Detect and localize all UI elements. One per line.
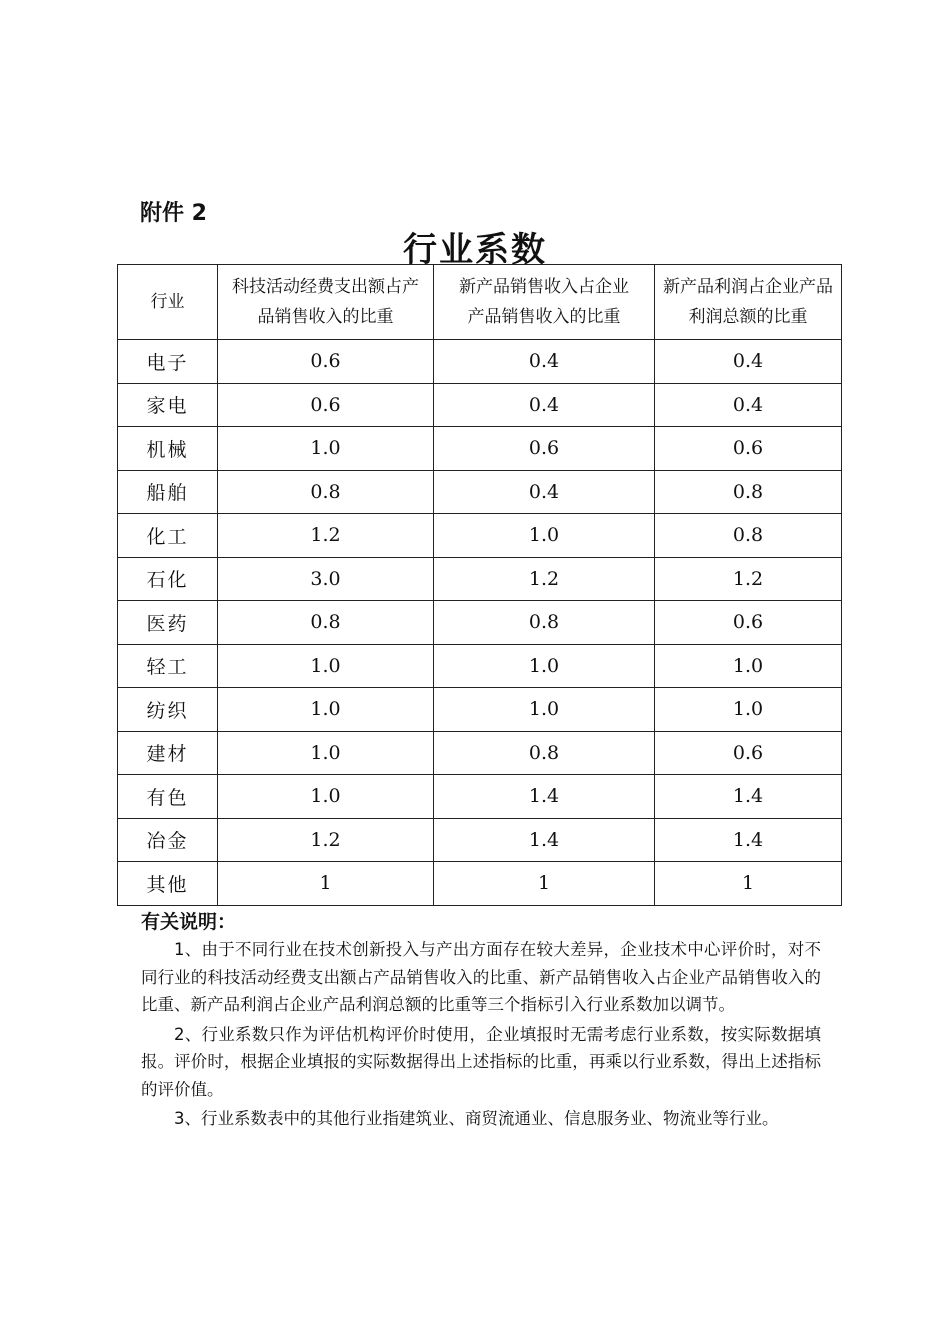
value-cell: 1.0 (434, 644, 655, 688)
industry-cell: 轻工 (118, 644, 218, 688)
table-row (118, 731, 842, 775)
value-cell: 1.0 (655, 688, 842, 732)
value-cell: 0.6 (434, 427, 655, 471)
table-row (118, 557, 842, 601)
value-cell: 0.4 (655, 383, 842, 427)
industry-coefficient-table (117, 264, 842, 906)
value-cell: 0.4 (434, 340, 655, 384)
table-row (118, 514, 842, 558)
value-cell: 1.4 (655, 818, 842, 862)
industry-cell: 家电 (118, 383, 218, 427)
table-row (118, 340, 842, 384)
note-paragraph: 2、行业系数只作为评估机构评价时使用，企业填报时无需考虑行业系数，按实际数据填报。评价时，根据企业填报的实际数据得出上述指标的比重，再乘以行业系数，得出上述指标的评价值。 (141, 1024, 821, 1099)
value-cell: 0.4 (434, 470, 655, 514)
value-cell: 0.4 (434, 383, 655, 427)
table-row (118, 601, 842, 645)
industry-cell: 其他 (118, 862, 218, 906)
header-new-product-profit-ratio: 新产品利润占企业产品利润总额的比重 (655, 265, 842, 340)
value-cell: 1.0 (218, 644, 434, 688)
value-cell: 0.6 (218, 340, 434, 384)
value-cell: 1.2 (218, 818, 434, 862)
header-new-product-sales-ratio: 新产品销售收入占企业产品销售收入的比重 (434, 265, 655, 340)
industry-cell: 有色 (118, 775, 218, 819)
notes-title: 有关说明： (141, 911, 237, 933)
table-row (118, 688, 842, 732)
value-cell: 1 (655, 862, 842, 906)
value-cell: 1.4 (655, 775, 842, 819)
value-cell: 0.8 (218, 470, 434, 514)
value-cell: 0.6 (655, 731, 842, 775)
table-row (118, 818, 842, 862)
value-cell: 0.8 (655, 470, 842, 514)
value-cell: 1.0 (434, 688, 655, 732)
value-cell: 1.2 (218, 514, 434, 558)
value-cell: 1.0 (655, 644, 842, 688)
value-cell: 1.4 (434, 775, 655, 819)
value-cell: 0.8 (434, 601, 655, 645)
table-row (118, 470, 842, 514)
header-industry: 行业 (118, 265, 218, 340)
table-row (118, 862, 842, 906)
value-cell: 0.6 (655, 427, 842, 471)
industry-cell: 建材 (118, 731, 218, 775)
table-row (118, 775, 842, 819)
value-cell: 1 (218, 862, 434, 906)
industry-cell: 电子 (118, 340, 218, 384)
value-cell: 0.8 (655, 514, 842, 558)
note-paragraph: 3、行业系数表中的其他行业指建筑业、商贸流通业、信息服务业、物流业等行业。 (174, 1109, 779, 1128)
table-row (118, 427, 842, 471)
value-cell: 0.6 (218, 383, 434, 427)
value-cell: 1.2 (655, 557, 842, 601)
page-title: 行业系数 (403, 230, 547, 270)
value-cell: 1.0 (434, 514, 655, 558)
header-rd-expense-ratio: 科技活动经费支出额占产品销售收入的比重 (218, 265, 434, 340)
industry-cell: 船舶 (118, 470, 218, 514)
industry-cell: 医药 (118, 601, 218, 645)
value-cell: 0.6 (655, 601, 842, 645)
value-cell: 1.0 (218, 688, 434, 732)
industry-cell: 冶金 (118, 818, 218, 862)
note-paragraph: 1、由于不同行业在技术创新投入与产出方面存在较大差异，企业技术中心评价时，对不同行业的科技活动经费支出额占产品销售收入的比重、新产品销售收入占企业产品销售收入的比重、新产品利润占企业产品利润总额的比重等三个指标引入行业系数加以调节。 (141, 940, 821, 1014)
industry-cell: 化工 (118, 514, 218, 558)
value-cell: 3.0 (218, 557, 434, 601)
value-cell: 1 (434, 862, 655, 906)
value-cell: 1.0 (218, 731, 434, 775)
industry-cell: 机械 (118, 427, 218, 471)
notes-section (141, 936, 821, 1135)
value-cell: 0.8 (434, 731, 655, 775)
table-header-row (118, 265, 842, 340)
value-cell: 1.0 (218, 427, 434, 471)
attachment-label: 附件 2 (140, 201, 207, 226)
table-row (118, 644, 842, 688)
value-cell: 1.4 (434, 818, 655, 862)
value-cell: 1.0 (218, 775, 434, 819)
table-row (118, 383, 842, 427)
value-cell: 0.8 (218, 601, 434, 645)
industry-cell: 纺织 (118, 688, 218, 732)
value-cell: 0.4 (655, 340, 842, 384)
industry-cell: 石化 (118, 557, 218, 601)
value-cell: 1.2 (434, 557, 655, 601)
